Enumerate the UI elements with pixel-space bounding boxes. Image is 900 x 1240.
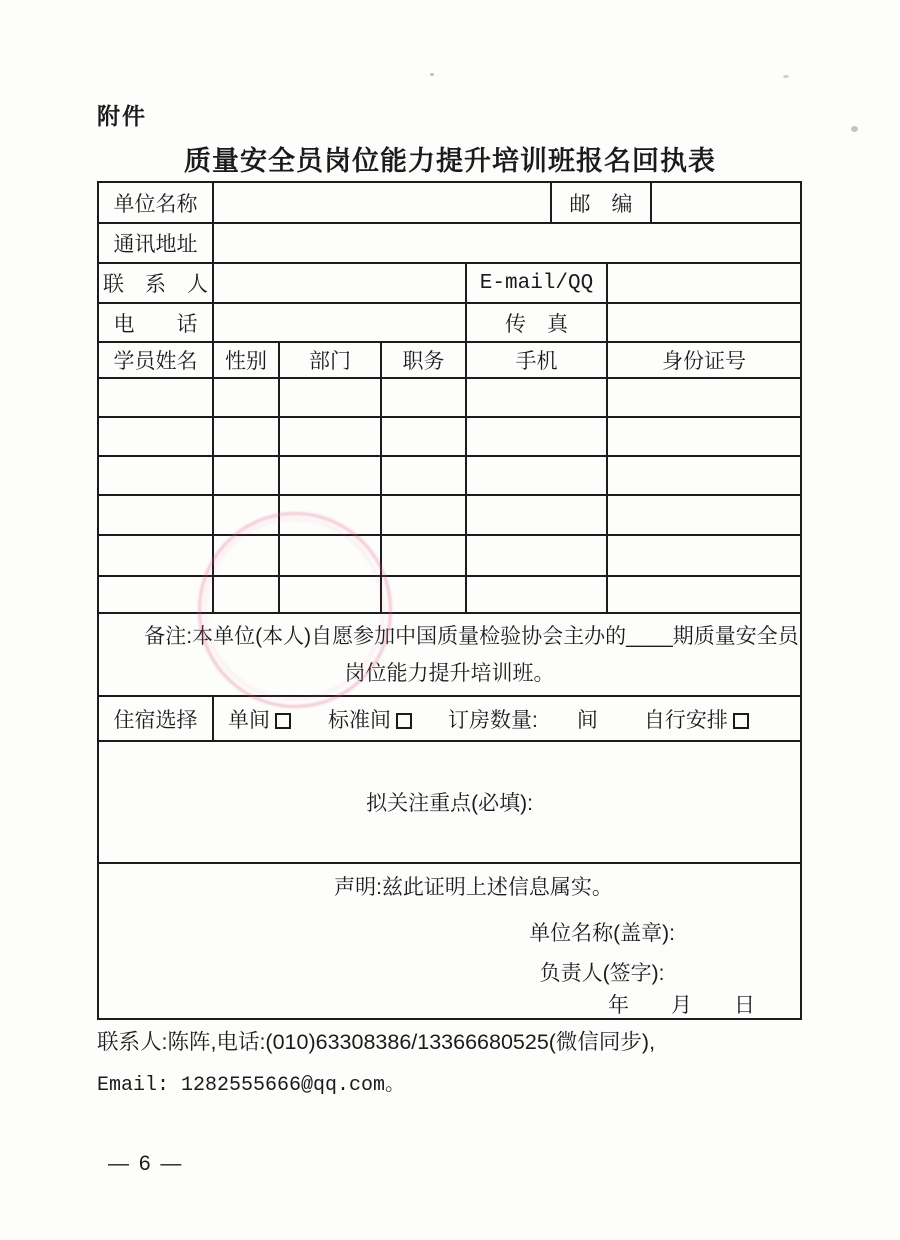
- roster-header-name: 学员姓名: [98, 342, 213, 378]
- roster-cell-position[interactable]: [381, 417, 466, 456]
- footer-contact-info: [97, 1027, 813, 1101]
- self-arrange-option: 自行安排: [644, 704, 749, 734]
- roster-blank-row: [98, 576, 801, 613]
- fax-label: 传 真: [466, 303, 607, 342]
- roster-cell-department[interactable]: [279, 417, 381, 456]
- page-number: — 6 —: [108, 1152, 184, 1175]
- note-row: [98, 613, 801, 696]
- room-quantity-label: 订房数量:: [448, 708, 538, 732]
- roster-cell-department[interactable]: [279, 535, 381, 576]
- roster-cell-id-number[interactable]: [607, 456, 801, 495]
- self-arrange-checkbox[interactable]: [733, 713, 749, 729]
- roster-cell-name[interactable]: [98, 417, 213, 456]
- accommodation-options-cell: [213, 696, 801, 741]
- roster-cell-position[interactable]: [381, 456, 466, 495]
- roster-cell-name[interactable]: [98, 456, 213, 495]
- roster-cell-position[interactable]: [381, 535, 466, 576]
- roster-header-mobile: 手机: [466, 342, 607, 378]
- attachment-label: 附件: [97, 103, 147, 129]
- phone-label: 电 话: [98, 303, 213, 342]
- unit-name-input-cell[interactable]: [213, 182, 551, 223]
- focus-row: [98, 741, 801, 863]
- single-room-option: 单间: [228, 704, 291, 734]
- roster-cell-gender[interactable]: [213, 378, 279, 417]
- roster-blank-row: [98, 535, 801, 576]
- roster-cell-id-number[interactable]: [607, 576, 801, 613]
- roster-cell-position[interactable]: [381, 576, 466, 613]
- roster-header-row: [98, 342, 801, 378]
- contact-input-cell[interactable]: [213, 263, 466, 303]
- footer-contact-line: 联系人:陈阵,电话:(010)63308386/13366680525(微信同步),: [97, 1030, 656, 1054]
- roster-cell-mobile[interactable]: [466, 417, 607, 456]
- unit-name-label: 单位名称: [98, 182, 213, 223]
- date-line: 年 月 日: [608, 994, 755, 1017]
- roster-cell-gender[interactable]: [213, 576, 279, 613]
- declaration-row: [98, 863, 801, 1019]
- postcode-input-cell[interactable]: [651, 182, 801, 223]
- note-text: 备注:本单位(本人)自愿参加中国质量检验协会主办的____期质量安全员岗位能力提升培训班。: [98, 613, 801, 696]
- registration-form-table: [97, 181, 802, 1020]
- row-address: [98, 223, 801, 263]
- roster-blank-row: [98, 495, 801, 535]
- roster-cell-mobile[interactable]: [466, 495, 607, 535]
- accommodation-label: 住宿选择: [98, 696, 213, 741]
- roster-cell-department[interactable]: [279, 495, 381, 535]
- roster-cell-name[interactable]: [98, 495, 213, 535]
- roster-header-department: 部门: [279, 342, 381, 378]
- scan-speck: [783, 75, 789, 78]
- declaration-statement: 声明:兹此证明上述信息属实。: [334, 876, 613, 899]
- address-input-cell[interactable]: [213, 223, 801, 263]
- roster-cell-gender[interactable]: [213, 417, 279, 456]
- roster-cell-name[interactable]: [98, 576, 213, 613]
- fax-input-cell[interactable]: [607, 303, 801, 342]
- standard-room-option: 标准间: [328, 704, 412, 734]
- single-room-checkbox[interactable]: [275, 713, 291, 729]
- roster-cell-gender[interactable]: [213, 495, 279, 535]
- roster-cell-department[interactable]: [279, 456, 381, 495]
- scan-speck: [851, 126, 858, 132]
- email-qq-input-cell[interactable]: [607, 263, 801, 303]
- roster-cell-department[interactable]: [279, 378, 381, 417]
- footer-email-line: Email: 1282555666@qq.com。: [97, 1074, 406, 1097]
- roster-cell-mobile[interactable]: [466, 576, 607, 613]
- roster-cell-position[interactable]: [381, 495, 466, 535]
- scan-speck: [430, 73, 434, 76]
- roster-cell-mobile[interactable]: [466, 378, 607, 417]
- postcode-label: 邮 编: [551, 182, 651, 223]
- roster-cell-department[interactable]: [279, 576, 381, 613]
- page-title: 质量安全员岗位能力提升培训班报名回执表: [184, 146, 716, 176]
- roster-cell-gender[interactable]: [213, 535, 279, 576]
- contact-label: 联 系 人: [98, 263, 213, 303]
- roster-cell-name[interactable]: [98, 535, 213, 576]
- roster-cell-id-number[interactable]: [607, 535, 801, 576]
- roster-blank-row: [98, 417, 801, 456]
- roster-header-id-number: 身份证号: [607, 342, 801, 378]
- address-label: 通讯地址: [98, 223, 213, 263]
- roster-cell-name[interactable]: [98, 378, 213, 417]
- focus-label: 拟关注重点(必填):: [366, 792, 533, 815]
- roster-blank-row: [98, 456, 801, 495]
- roster-header-position: 职务: [381, 342, 466, 378]
- roster-cell-gender[interactable]: [213, 456, 279, 495]
- roster-cell-id-number[interactable]: [607, 378, 801, 417]
- row-phone: [98, 303, 801, 342]
- row-unit-name: [98, 182, 801, 223]
- row-contact: [98, 263, 801, 303]
- roster-cell-position[interactable]: [381, 378, 466, 417]
- accommodation-row: [98, 696, 801, 741]
- roster-cell-id-number[interactable]: [607, 417, 801, 456]
- email-qq-label: E-mail/QQ: [466, 263, 607, 303]
- roster-header-gender: 性别: [213, 342, 279, 378]
- roster-blank-row: [98, 378, 801, 417]
- roster-cell-id-number[interactable]: [607, 495, 801, 535]
- roster-cell-mobile[interactable]: [466, 456, 607, 495]
- signer-label: 负责人(签字):: [539, 962, 665, 985]
- focus-input-cell[interactable]: [98, 741, 801, 863]
- roster-cell-mobile[interactable]: [466, 535, 607, 576]
- standard-room-checkbox[interactable]: [396, 713, 412, 729]
- phone-input-cell[interactable]: [213, 303, 466, 342]
- unit-seal-label: 单位名称(盖章):: [529, 922, 675, 945]
- room-quantity-unit: 间: [576, 708, 598, 732]
- declaration-cell: [98, 863, 801, 1019]
